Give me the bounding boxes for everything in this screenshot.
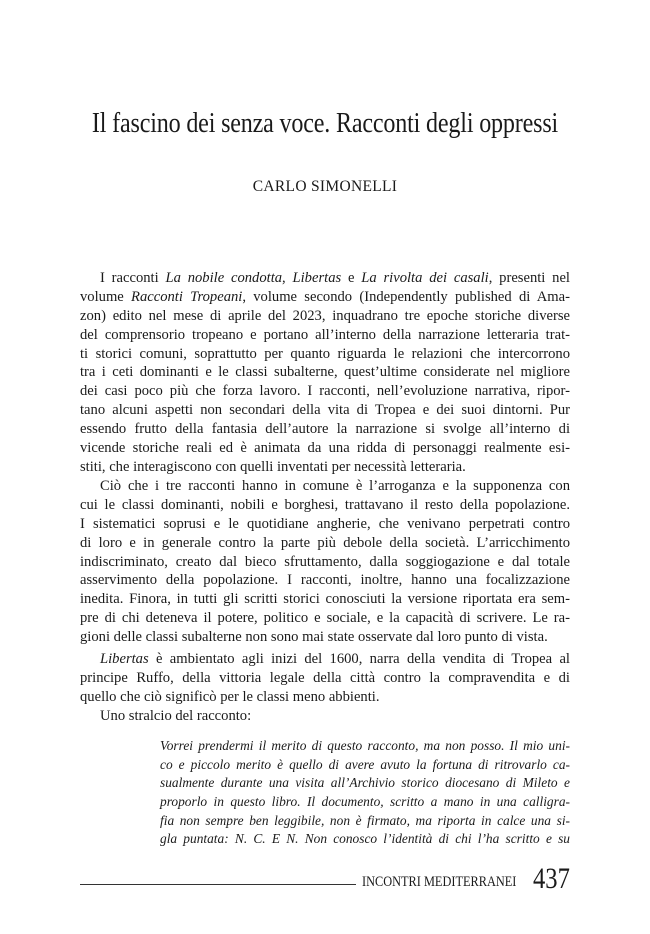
text-line xyxy=(80,534,570,553)
text-run: stiti, che interagiscono con quelli inventati per necessità letteraria. xyxy=(80,458,466,475)
text-run: vicende storiche reali ed è animata da una ridda di personaggi realmente esi- xyxy=(80,440,570,457)
text-run: pre di chi deteneva il potere, politico e sociale, e la capacità di scrivere. Le ra- xyxy=(80,610,570,627)
text-run: Uno stralcio del racconto: xyxy=(100,708,252,724)
quote-line: Vorrei prendermi il merito di questo racconto, ma non posso. Il mio uni- xyxy=(160,738,570,753)
text-run: volume xyxy=(80,288,132,305)
text-line xyxy=(80,628,570,647)
text-line xyxy=(80,590,570,609)
italic-title: La nobile condotta xyxy=(165,270,283,286)
text-run: quello che ciò significò per le classi meno abbienti. xyxy=(80,688,380,705)
text-run: I sistematici soprusi e le quotidiane angherie, che venivano perpetrati contro xyxy=(80,515,570,532)
text-run: indiscriminato, creato dal bieco sfruttamento, dalla soggiogazione e dal totale xyxy=(80,553,570,570)
text-run: gioni delle classi subalterne non sono mai state osservate dal loro punto di vista. xyxy=(80,629,548,646)
text-run: Ciò che i tre racconti hanno in comune è l’arroganza e la supponenza con xyxy=(100,478,570,494)
text-line xyxy=(80,571,570,590)
text-line xyxy=(80,382,570,401)
text-run: ti storici comuni, soprattutto per quanto riguarda le relazioni che intercorrono xyxy=(80,345,570,362)
text-run: zon) edito nel mese di aprile del 2023, inquadrano tre epoche storiche diverse xyxy=(80,307,570,324)
quote-line: gla puntata: N. C. E N. Non conosco l’identità di chi l’ha scritto e su xyxy=(160,831,570,847)
text-run: , volume secondo (Independently published di Ama- xyxy=(242,288,570,305)
text-line xyxy=(80,515,570,534)
quote-line: sualmente durante una visita all’Archivio storico diocesano di Mileto e xyxy=(160,775,570,791)
text-run: asservimento della popolazione. I racconti, inoltre, hanno una focalizzazione xyxy=(80,572,570,589)
block-quote xyxy=(160,737,570,849)
text-run: essendo frutto della fantasia dell’autore la narrazione si svolge all’interno di xyxy=(80,421,570,438)
text-line xyxy=(80,420,570,439)
text-line xyxy=(80,496,570,515)
text-line xyxy=(80,553,570,572)
page-number: 437 xyxy=(533,862,570,895)
article-title: Il fascino dei senza voce. Racconti degli oppressi xyxy=(91,108,559,139)
text-run: principe Ruffo, della vittoria legale della città contro la compravendita e di xyxy=(80,669,570,686)
italic-title: Libertas xyxy=(292,270,342,286)
text-line xyxy=(80,650,570,669)
text-line xyxy=(80,307,570,326)
author-name: CARLO SIMONELLI xyxy=(252,178,398,195)
paragraph-1 xyxy=(80,269,570,477)
text-line xyxy=(80,477,570,496)
paragraph-3 xyxy=(80,650,570,707)
text-run: e xyxy=(341,270,362,286)
text-line xyxy=(80,401,570,420)
paragraph-4 xyxy=(80,707,570,726)
italic-title: Libertas xyxy=(100,651,149,667)
text-line xyxy=(80,707,570,726)
footer-rule xyxy=(80,884,356,885)
text-line xyxy=(80,669,570,688)
text-line xyxy=(80,363,570,382)
text-run: cui le classi dominanti, nobili e borghesi, trattavano il resto della popolazione. xyxy=(80,496,570,513)
journal-name: INCONTRI MEDITERRANEI xyxy=(362,874,517,890)
text-run: di loro e in generale contro la parte più debole della società. L’arricchimento xyxy=(80,534,570,551)
text-line xyxy=(80,345,570,364)
text-line xyxy=(80,439,570,458)
text-run: dei casi poco più che forza lavoro. I racconti, nell’evoluzione narrativa, ripor- xyxy=(80,383,570,400)
text-line xyxy=(80,326,570,345)
text-run: inedita. Finora, in tutti gli scritti storici conosciuti la versione riportata era sem- xyxy=(80,591,570,608)
italic-title: Racconti Tropeani xyxy=(131,288,243,305)
text-line xyxy=(80,288,570,307)
text-run: , presenti nel xyxy=(488,270,570,286)
text-run: , xyxy=(282,270,293,286)
text-run: del comprensorio tropeano e portano all’interno della narrazione letteraria trat- xyxy=(80,326,570,343)
text-run: tra i ceti dominanti e le classi subalterne, quest’ultime considerate nel migliore xyxy=(80,364,570,381)
text-line xyxy=(80,458,570,477)
quote-line: proporlo in questo libro. Il documento, scritto a mano in una calligra- xyxy=(160,794,570,810)
italic-title: La rivolta dei casali xyxy=(361,270,489,286)
quote-line: co e piccolo merito è quello di avere avuto la fortuna di ritrovarlo ca- xyxy=(160,756,570,772)
text-run: tano alcuni aspetti non secondari della vita di Tropea e dei suoi dintorni. Pur xyxy=(80,402,570,419)
text-line xyxy=(80,609,570,628)
text-run: è ambientato agli inizi del 1600, narra della vendita di Tropea al xyxy=(148,651,570,667)
text-line xyxy=(80,269,570,288)
paragraph-2 xyxy=(80,477,570,647)
quote-line: fia non sempre ben leggibile, non è firmato, ma riporta in calce una si- xyxy=(160,812,570,828)
text-run: I racconti xyxy=(100,270,166,286)
text-line xyxy=(80,688,570,707)
